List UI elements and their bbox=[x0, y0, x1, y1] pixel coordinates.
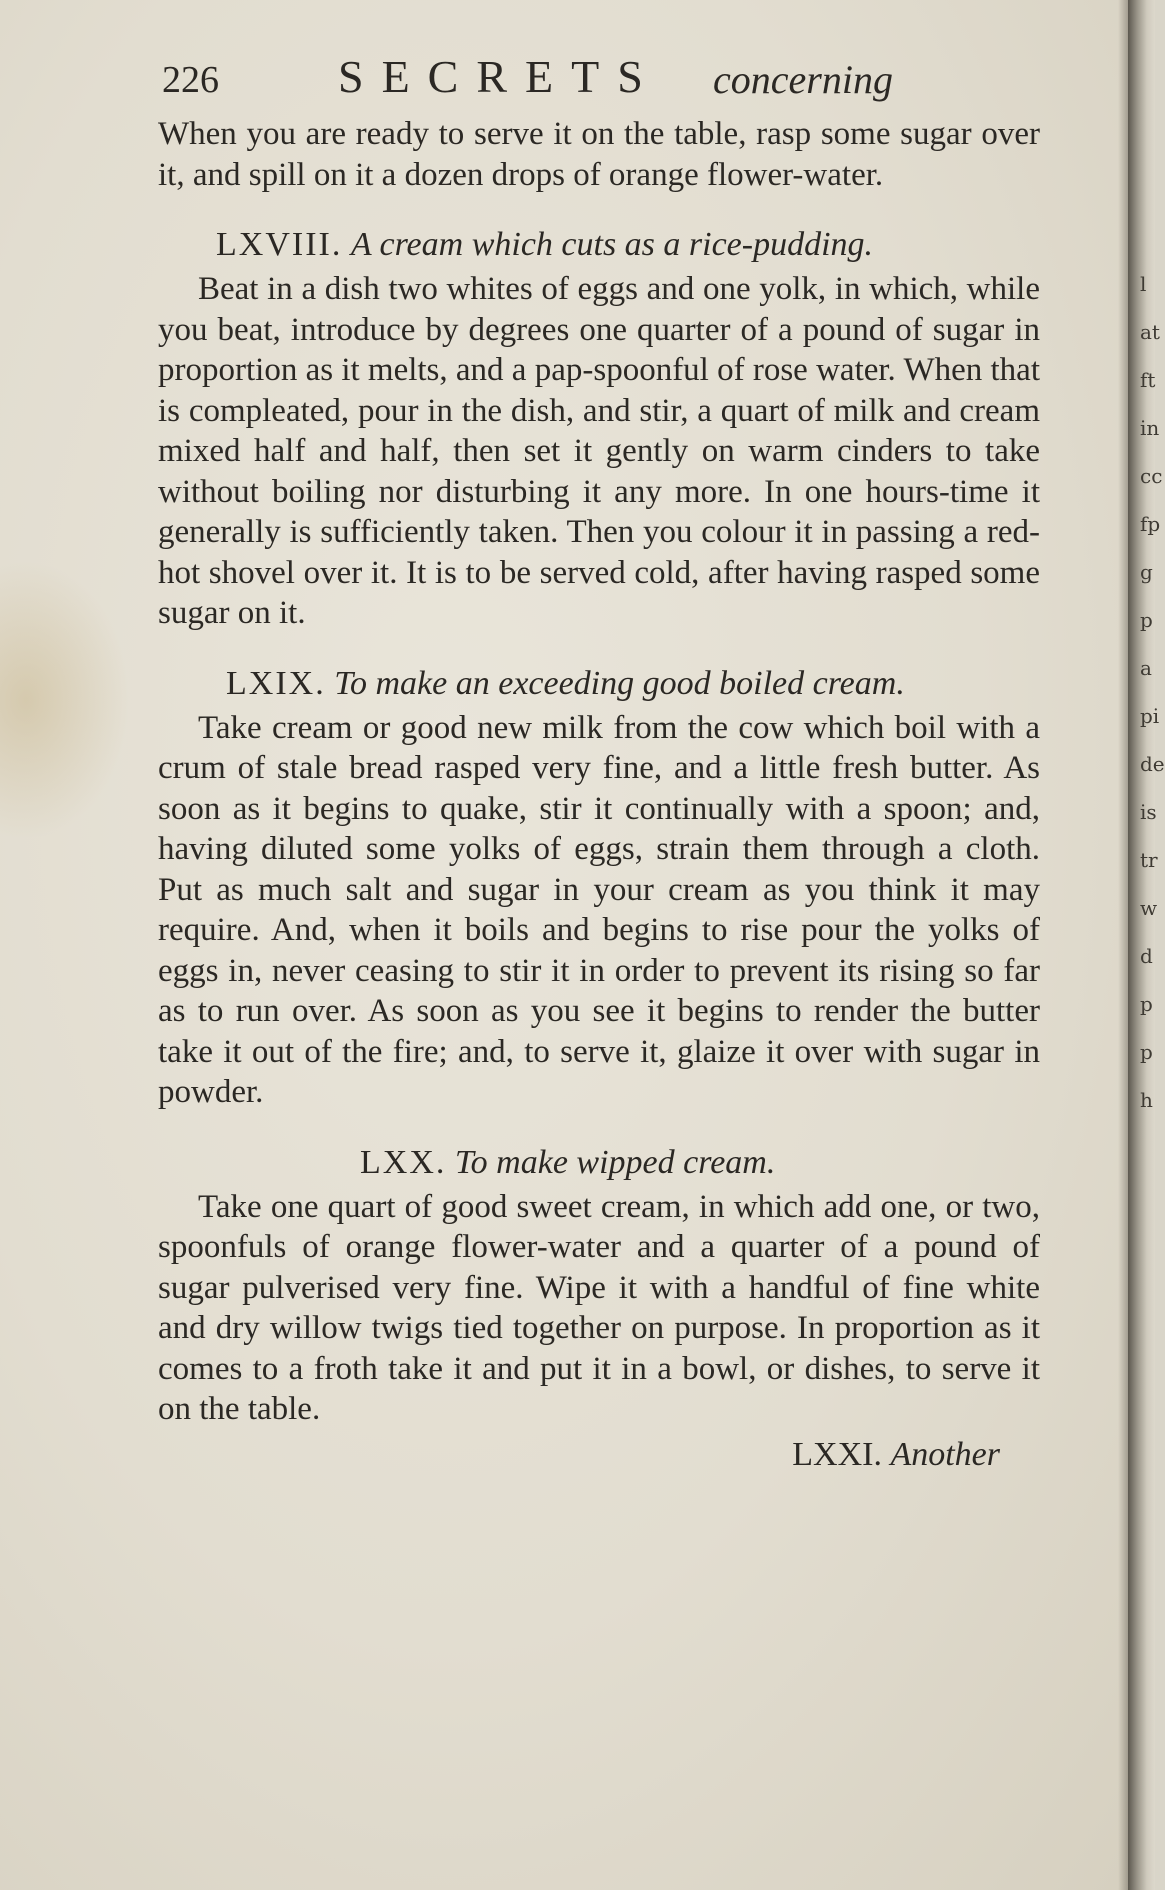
section-title: To make wipped cream. bbox=[454, 1143, 776, 1181]
section-body: Take one quart of good sweet cream, in which add one, or two, spoonfuls of orange flower-water and a quarter of a pound of sugar pulverised very fine. Wipe it with a handful of fine white and dry willow twigs tied together on purpose. In proportion as it comes to a froth take it and put it in a bowl, or dishes, to serve it on the table. bbox=[158, 1188, 1040, 1427]
spine-shadow bbox=[1118, 0, 1128, 1890]
facing-page-fragment: h bbox=[1140, 1088, 1153, 1112]
section-number: LXIX. bbox=[226, 664, 326, 702]
facing-page-fragment: p bbox=[1140, 1040, 1153, 1064]
facing-page-fragment: fp bbox=[1140, 512, 1161, 536]
section-number: LXX. bbox=[360, 1143, 447, 1181]
page-text bbox=[158, 50, 1040, 1474]
facing-page-fragment: de bbox=[1140, 752, 1165, 776]
facing-page-fragment: a bbox=[1140, 656, 1152, 680]
running-head: SECRETS bbox=[338, 51, 661, 102]
section-heading bbox=[158, 225, 1040, 265]
section-title: To make an exceeding good boiled cream. bbox=[334, 664, 905, 702]
facing-page-fragment: p bbox=[1140, 992, 1153, 1016]
section-number: LXVIII. bbox=[216, 226, 343, 263]
page-number: 226 bbox=[162, 59, 219, 101]
facing-page-fragment: ft bbox=[1140, 368, 1156, 392]
running-head-continued: concerning bbox=[713, 57, 893, 102]
facing-page-fragment: in bbox=[1140, 416, 1160, 440]
facing-page-fragment: cc bbox=[1140, 464, 1163, 488]
facing-page-fragment: l bbox=[1140, 272, 1147, 296]
facing-page-fragment: pi bbox=[1140, 704, 1160, 728]
page-header bbox=[158, 50, 1040, 112]
intro-text: When you are ready to serve it on the table, rasp some sugar over it, and spill on it a dozen drops of orange flower-water. bbox=[158, 116, 1040, 193]
intro-paragraph bbox=[158, 114, 1040, 195]
facing-page-fragment: g bbox=[1140, 560, 1153, 584]
catchword-word: Another bbox=[890, 1435, 1000, 1473]
catchword bbox=[158, 1436, 1040, 1474]
facing-page-fragments bbox=[1140, 260, 1165, 1560]
section-lxviii bbox=[158, 225, 1040, 634]
section-heading bbox=[158, 664, 1040, 704]
facing-page-fragment: is bbox=[1140, 800, 1157, 824]
section-title: A cream which cuts as a rice-pudding. bbox=[350, 226, 874, 263]
section-body: Beat in a dish two whites of eggs and one yolk, in which, while you beat, introduce by degrees one quarter of a pound of sugar in proportion as it melts, and a pap-spoonful of rose water. When that is compleated, pour in the dish, and stir, a quart of milk and cream mixed half and half, then set it gently on warm cinders to take without boiling nor disturbing it any more. In one hours-time it generally is sufficiently taken. Then you colour it in passing a red-hot shovel over it. It is to be served cold, after having rasped some sugar on it. bbox=[158, 271, 1040, 631]
section-lxix bbox=[158, 664, 1040, 1113]
facing-page-fragment: p bbox=[1140, 608, 1153, 632]
section-lxx bbox=[158, 1143, 1040, 1430]
paper-stain bbox=[0, 560, 130, 840]
section-heading bbox=[158, 1143, 1040, 1183]
facing-page-fragment: tr bbox=[1140, 848, 1158, 872]
facing-page-fragment: w bbox=[1140, 896, 1158, 920]
facing-page-fragment: at bbox=[1140, 320, 1160, 344]
facing-page-fragment: d bbox=[1140, 944, 1153, 968]
catchword-number: LXXI. bbox=[792, 1435, 882, 1473]
section-body: Take cream or good new milk from the cow which boil with a crum of stale bread rasped very fine, and a little fresh butter. As soon as it begins to quake, stir it continually with a spoon; and, having diluted some yolks of eggs, strain them through a cloth. Put as much salt and sugar in your cream as you think it may require. And, when it boils and begins to rise pour the yolks of eggs in, never ceasing to stir it in order to prevent its rising so far as to run over. As soon as you see it begins to render the butter take it out of the fire; and, to serve it, glaize it over with sugar in powder. bbox=[158, 709, 1040, 1110]
